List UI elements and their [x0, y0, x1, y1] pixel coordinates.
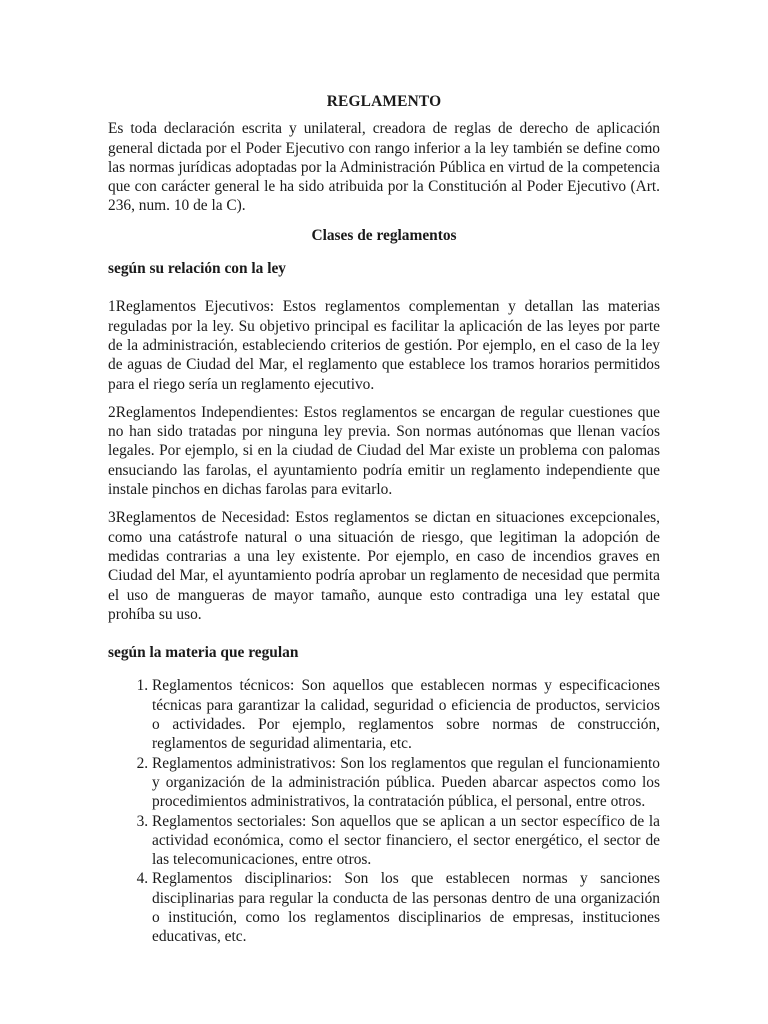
- list-item: 3. Reglamentos sectoriales: Son aquellos que se aplican a un sector específico de la actividad económica, como el sector financiero, el sector energético, el sector de las telecomunicaciones, entre otros.: [152, 812, 660, 870]
- paragraph-necesidad: 3Reglamentos de Necesidad: Estos reglamentos se dictan en situaciones excepcionales, como una catástrofe natural o una situación de riesgo, que legitiman la adopción de medidas contrarias a una ley existente. Por ejemplo, en caso de incendios graves en Ciudad del Mar, el ayuntamiento podría aprobar un reglamento de necesidad que permita el uso de mangueras de mayor tamaño, aunque esto contradiga una ley estatal que prohíba su uso.: [108, 509, 660, 623]
- intro-paragraph: Es toda declaración escrita y unilateral, creadora de reglas de derecho de aplicación general dictada por el Poder Ejecutivo con rango inferior a la ley también se define como las normas jurídicas adoptadas por la Administración Pública en virtud de la competencia que con carácter general le ha sido atribuida por la Constitución al Poder Ejecutivo (Art. 236, num. 10 de la C).: [108, 120, 660, 215]
- section-subtitle: Clases de reglamentos: [311, 226, 457, 244]
- section-heading-relation: según su relación con la ley: [108, 260, 286, 278]
- document-title: REGLAMENTO: [326, 93, 442, 110]
- section-heading-materia: según la materia que regulan: [108, 644, 299, 662]
- paragraph-independientes: 2Reglamentos Independientes: Estos reglamentos se encargan de regular cuestiones que no han sido tratadas por ninguna ley previa. Son normas autónomas que llenan vacíos legales. Por ejemplo, si en la ciudad de Ciudad del Mar existe un problema con palomas ensuciando las farolas, el ayuntamiento podría emitir un reglamento independiente que instale pinchos en dichas farolas para evitarlo.: [108, 403, 660, 499]
- list-item: 2. Reglamentos administrativos: Son los reglamentos que regulan el funcionamiento y organización de la administración pública. Pueden abarcar aspectos como los procedimientos administrativos, la contratación pública, el personal, entre otros.: [152, 754, 660, 812]
- paragraph-ejecutivos: 1Reglamentos Ejecutivos: Estos reglamentos complementan y detallan las materias reguladas por la ley. Su objetivo principal es facilitar la aplicación de las leyes por parte de la administración, estableciendo criterios de gestión. Por ejemplo, en el caso de la ley de aguas de Ciudad del Mar, el reglamento que establece los tramos horarios permitidos para el riego sería un reglamento ejecutivo.: [108, 298, 660, 393]
- list-item: 1. Reglamentos técnicos: Son aquellos que establecen normas y especificaciones técnicas para garantizar la calidad, seguridad o eficiencia de productos, servicios o actividades. Por ejemplo, reglamentos sobre normas de construcción, reglamentos de seguridad alimentaria, etc.: [152, 676, 660, 753]
- list-item: 4. Reglamentos disciplinarios: Son los que establecen normas y sanciones disciplinarias para regular la conducta de las personas dentro de una organización o institución, como los reglamentos disciplinarios de empresas, instituciones educativas, etc.: [152, 869, 660, 946]
- materia-list: [108, 676, 660, 946]
